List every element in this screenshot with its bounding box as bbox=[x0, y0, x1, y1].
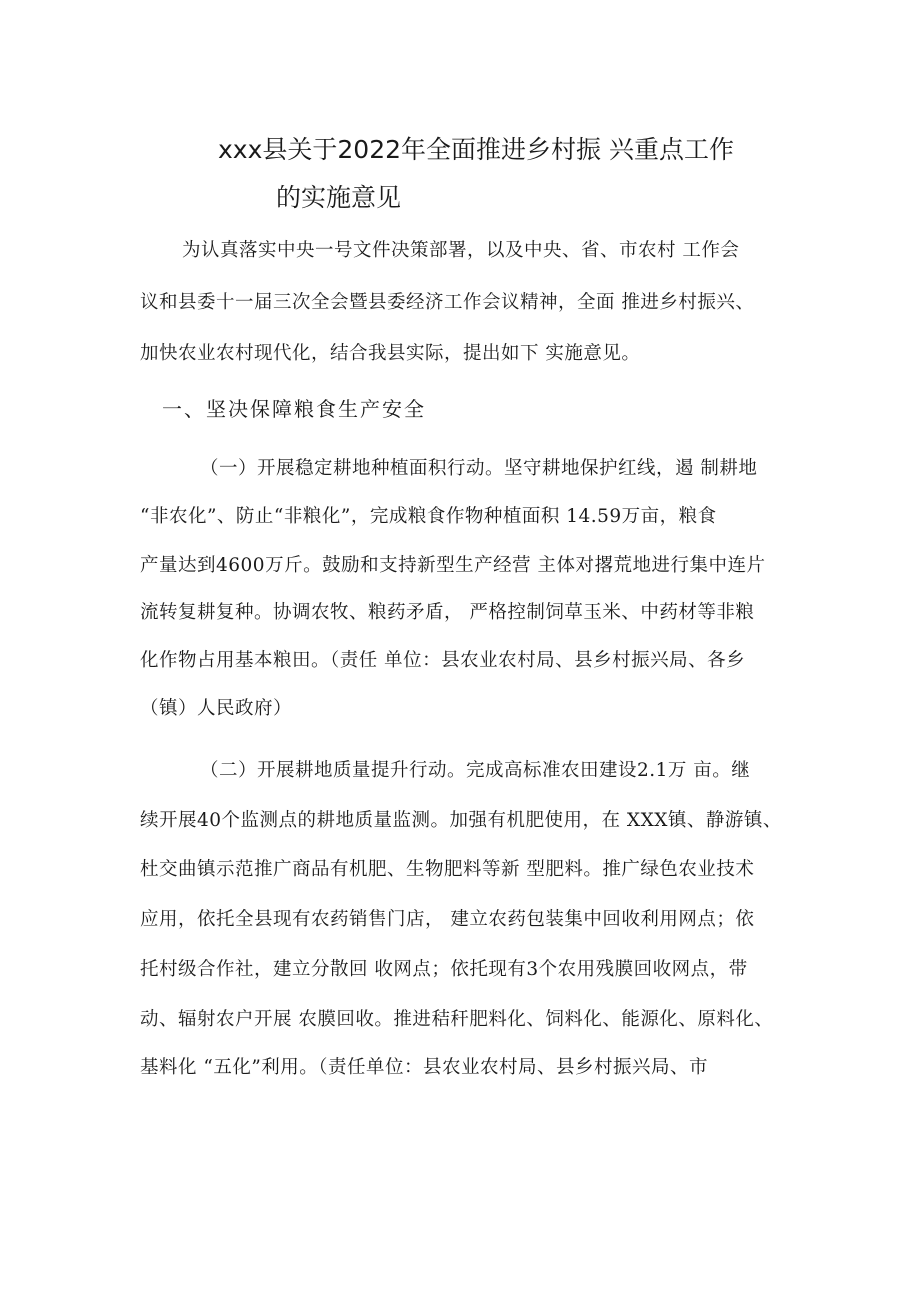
section-1-heading: 一、坚决保障粮食生产安全 bbox=[162, 397, 426, 421]
item-2-line-5: 托村级合作社，建立分散回 收网点；依托现有3个农用残膜回收网点，带 bbox=[140, 959, 748, 980]
item-2-line-2: 续开展40个监测点的耕地质量监测。加强有机肥使用，在 XXX镇、静游镇、 bbox=[140, 810, 782, 831]
item-1-line-6: （镇）人民政府） bbox=[140, 698, 293, 719]
item-1-line-5: 化作物占用基本粮田。（责任 单位：县农业农村局、县乡村振兴局、各乡 bbox=[140, 650, 746, 671]
item-1-line-3: 产量达到4600万斤。鼓励和支持新型生产经营 主体对撂荒地进行集中连片 bbox=[140, 555, 766, 576]
intro-line-3: 加快农业农村现代化，结合我县实际，提出如下 实施意见。 bbox=[140, 343, 641, 364]
item-1-line-1: （一）开展稳定耕地种植面积行动。坚守耕地保护红线，遏 制耕地 bbox=[200, 458, 758, 479]
item-1-line-4: 流转复耕复种。协调农牧、粮药矛盾， 严格控制饲草玉米、中药材等非粮 bbox=[140, 602, 755, 623]
document-title-line-1: xxx县关于2022年全面推进乡村振 兴重点工作 bbox=[218, 135, 734, 164]
item-2-line-6: 动、辐射农户开展 农膜回收。推进秸秆肥料化、饲料化、能源化、原料化、 bbox=[140, 1009, 774, 1030]
intro-line-2: 议和县委十一届三次全会暨县委经济工作会议精神，全面 推进乡村振兴、 bbox=[140, 292, 755, 313]
intro-line-1: 为认真落实中央一号文件决策部署，以及中央、省、市农村 工作会 bbox=[182, 240, 740, 261]
item-1-line-2: “非农化”、防止“非粮化”，完成粮食作物种植面积 14.59万亩，粮食 bbox=[140, 506, 717, 527]
item-2-line-1: （二）开展耕地质量提升行动。完成高标准农田建设2.1万 亩。继 bbox=[200, 760, 751, 781]
item-2-line-7: 基料化 “五化”利用。（责任单位：县农业农村局、县乡村振兴局、市 bbox=[140, 1057, 709, 1078]
item-2-line-3: 杜交曲镇示范推广商品有机肥、生物肥料等新 型肥料。推广绿色农业技术 bbox=[140, 859, 755, 880]
document-title-line-2: 的实施意见 bbox=[276, 183, 402, 212]
item-2-line-4: 应用，依托全县现有农药销售门店， 建立农药包装集中回收利用网点；依 bbox=[140, 909, 755, 930]
